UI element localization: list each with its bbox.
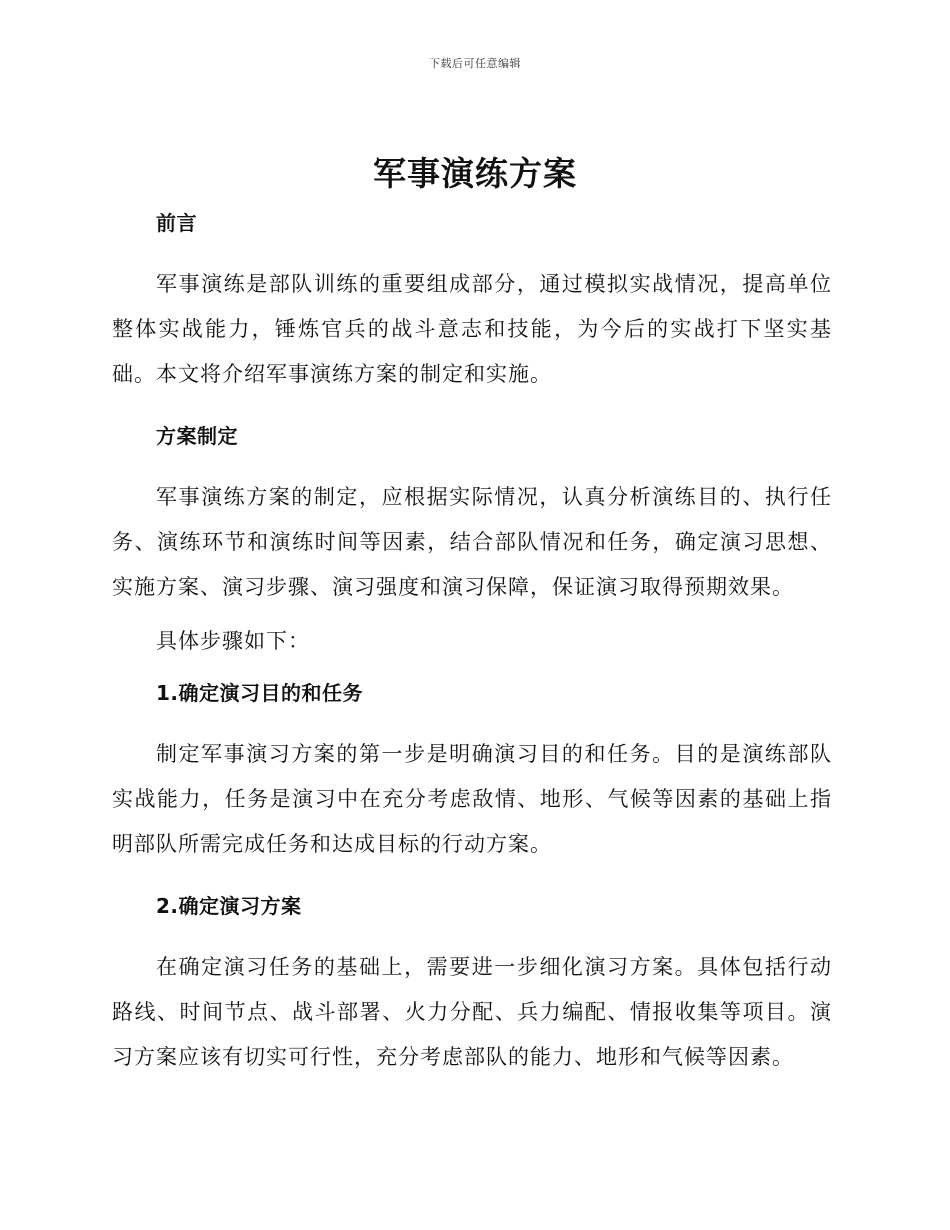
section-heading-step1: 1.确定演习目的和任务: [156, 681, 364, 705]
paragraph-plan: 军事演练方案的制定，应根据实际情况，认真分析演练目的、执行任务、演练环节和演练时间等因素，结合部队情况和任务，确定演习思想、实施方案、演习步骤、演习强度和演习保障，保证演习取得预期效果。: [112, 485, 832, 599]
header-note: 下载后可任意编辑: [429, 57, 521, 70]
document-title: 军事演练方案: [373, 154, 577, 193]
paragraph-step1: 制定军事演习方案的第一步是明确演习目的和任务。目的是演练部队实战能力，任务是演习中在充分考虑敌情、地形、气候等因素的基础上指明部队所需完成任务和达成目标的行动方案。: [112, 742, 832, 856]
paragraph-steps-intro: 具体步骤如下：: [156, 629, 310, 653]
section-heading-preface: 前言: [156, 211, 197, 235]
section-heading-step2: 2.确定演习方案: [156, 894, 302, 918]
paragraph-preface: 军事演练是部队训练的重要组成部分，通过模拟实战情况，提高单位整体实战能力，锤炼官兵的战斗意志和技能，为今后的实战打下坚实基础。本文将介绍军事演练方案的制定和实施。: [112, 272, 832, 386]
section-heading-plan: 方案制定: [156, 424, 238, 448]
document-body: [112, 203, 832, 1080]
paragraph-step2: 在确定演习任务的基础上，需要进一步细化演习方案。具体包括行动路线、时间节点、战斗部署、火力分配、兵力编配、情报收集等项目。演习方案应该有切实可行性，充分考虑部队的能力、地形和气候等因素。: [112, 955, 832, 1069]
